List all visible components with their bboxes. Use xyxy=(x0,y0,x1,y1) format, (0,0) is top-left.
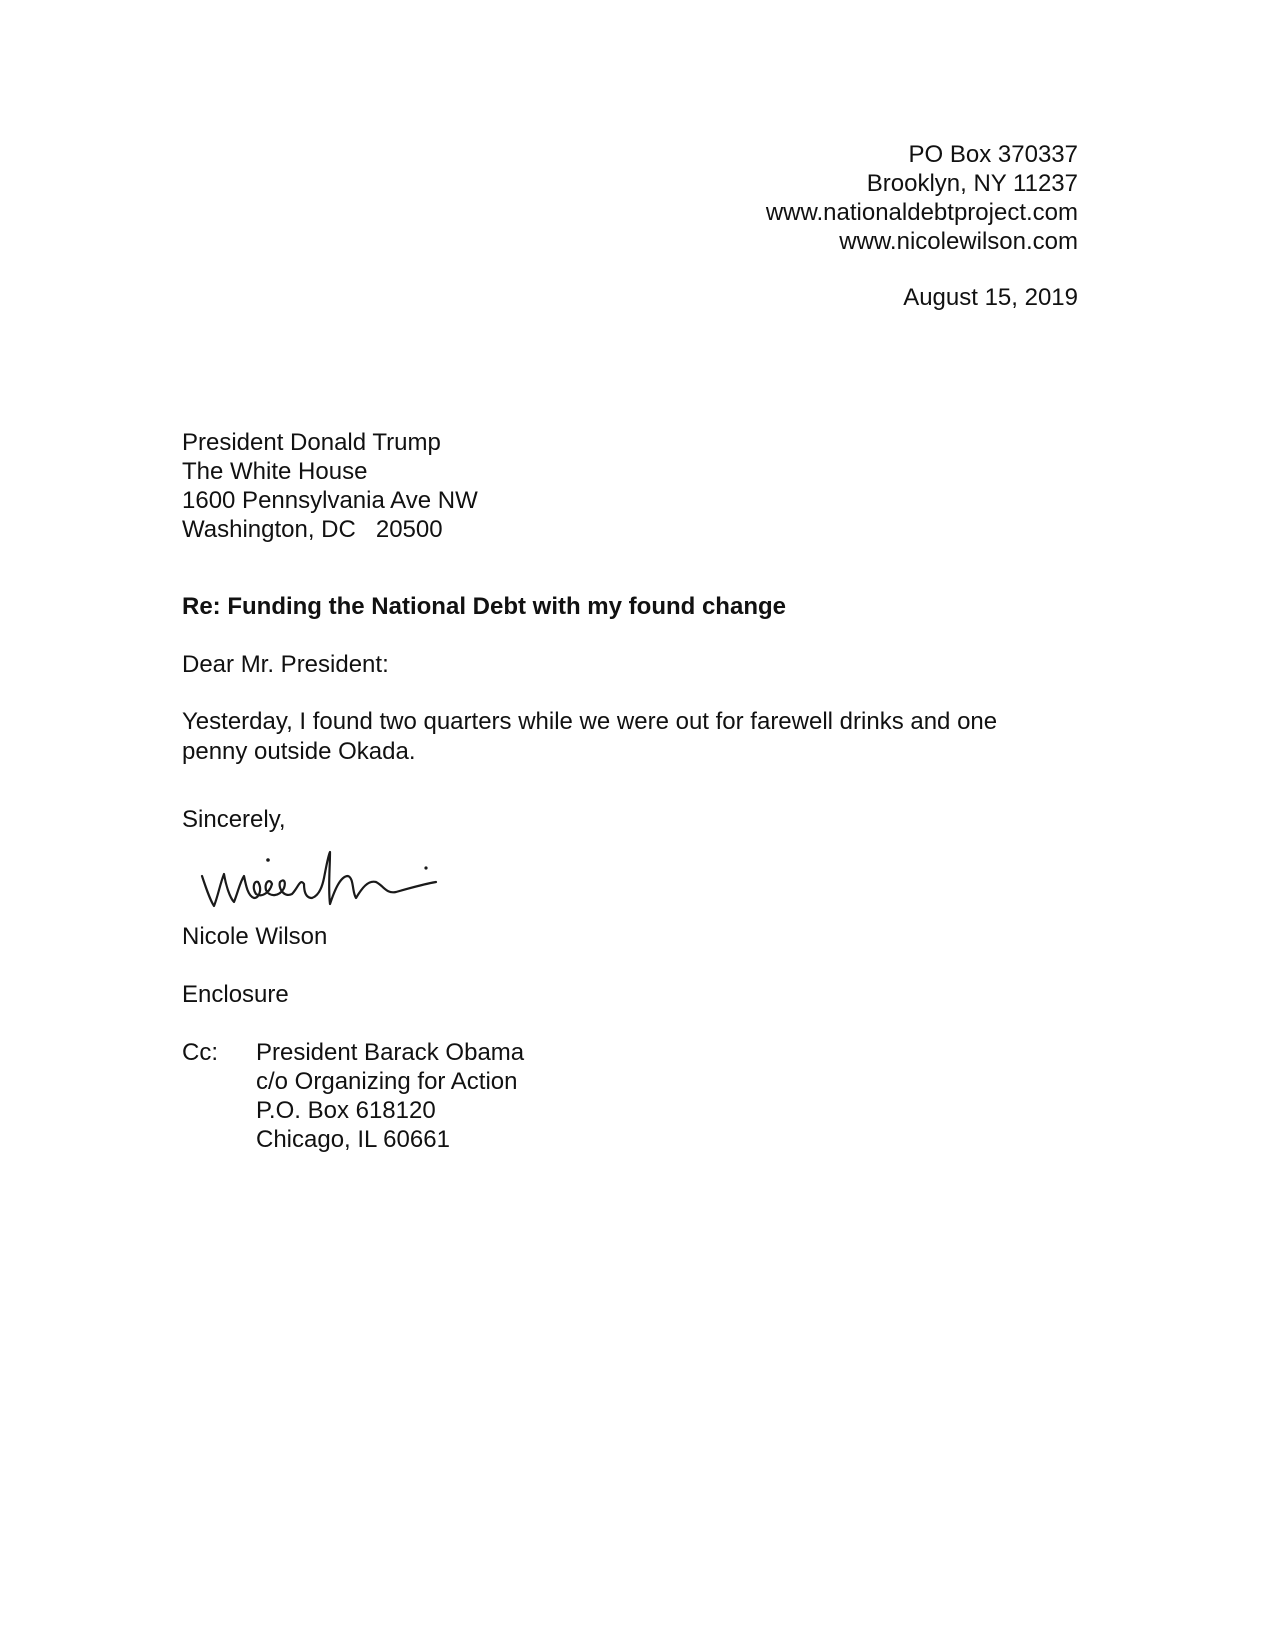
letter-date: August 15, 2019 xyxy=(903,284,1078,311)
cc-label: Cc: xyxy=(182,1039,218,1066)
cc-line-4: Chicago, IL 60661 xyxy=(256,1126,450,1153)
recipient-line-4: Washington, DC 20500 xyxy=(182,516,443,543)
sender-website-2: www.nicolewilson.com xyxy=(839,228,1078,255)
cc-address-block xyxy=(256,1038,524,1154)
handwritten-signature xyxy=(200,848,470,913)
cc-line-2: c/o Organizing for Action xyxy=(256,1068,518,1095)
closing: Sincerely, xyxy=(182,806,286,833)
recipient-line-3: 1600 Pennsylvania Ave NW xyxy=(182,487,478,514)
sender-po-box: PO Box 370337 xyxy=(908,141,1078,168)
recipient-name: President Donald Trump xyxy=(182,429,441,456)
signer-name: Nicole Wilson xyxy=(182,923,328,950)
sender-address-block xyxy=(766,140,1078,256)
subject-line: Re: Funding the National Debt with my found change xyxy=(182,593,786,620)
salutation: Dear Mr. President: xyxy=(182,651,389,678)
recipient-line-2: The White House xyxy=(182,458,368,485)
cc-line-3: P.O. Box 618120 xyxy=(256,1097,436,1124)
sender-city-state: Brooklyn, NY 11237 xyxy=(866,170,1078,197)
sender-website-1: www.nationaldebtproject.com xyxy=(765,199,1078,226)
cc-line-1: President Barack Obama xyxy=(256,1039,525,1066)
letter-body: Yesterday, I found two quarters while we were out for farewell drinks and one penny outside Okada. xyxy=(182,708,998,765)
recipient-address-block xyxy=(182,428,478,544)
enclosure-notation: Enclosure xyxy=(182,981,289,1008)
